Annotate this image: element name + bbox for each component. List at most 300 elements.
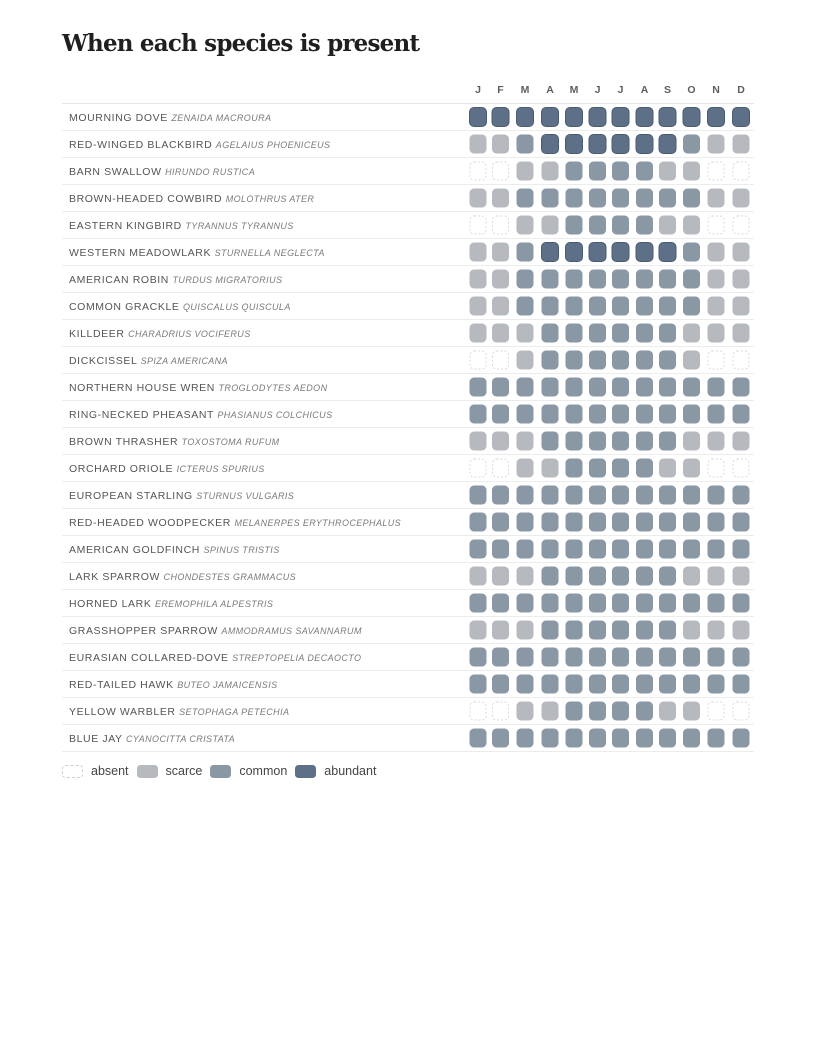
- heatmap-cell-abundant: [470, 108, 487, 127]
- species-common-name: LARK SPARROW: [69, 571, 164, 583]
- heatmap-cell-common: [492, 540, 509, 559]
- heatmap-cell-common: [517, 675, 534, 694]
- heatmap-cell-common: [589, 594, 606, 613]
- heatmap-cell-common: [589, 486, 606, 505]
- heatmap-cell-abundant: [683, 108, 700, 127]
- heatmap-cell-common: [566, 540, 583, 559]
- species-common-name: BROWN-HEADED COWBIRD: [69, 193, 226, 205]
- heatmap-cell-common: [636, 702, 653, 721]
- heatmap-cell-abundant: [566, 108, 583, 127]
- species-common-name: NORTHERN HOUSE WREN: [69, 382, 219, 394]
- heatmap-cell-common: [659, 378, 676, 397]
- heatmap-cell-common: [492, 648, 509, 667]
- heatmap-cell-scarce: [708, 567, 725, 586]
- heatmap-cell-abundant: [636, 135, 653, 154]
- legend-label-common: common: [239, 764, 288, 778]
- heatmap-cell-common: [542, 675, 559, 694]
- heatmap-cell-absent: [493, 702, 509, 720]
- species-latin-name: SETOPHAGA PETECHIA: [179, 707, 290, 717]
- species-latin-name: CYANOCITTA CRISTATA: [125, 734, 236, 744]
- species-latin-name: CHONDESTES GRAMMACUS: [163, 572, 297, 582]
- heatmap-cell-common: [708, 540, 725, 559]
- heatmap-cell-common: [566, 702, 583, 721]
- heatmap-cell-common: [517, 540, 534, 559]
- heatmap-cell-common: [566, 405, 583, 424]
- heatmap-cell-common: [566, 513, 583, 532]
- heatmap-cell-abundant: [566, 135, 583, 154]
- heatmap-cell-common: [542, 297, 559, 316]
- heatmap-cell-common: [683, 675, 700, 694]
- heatmap-cell-common: [708, 675, 725, 694]
- heatmap-cell-common: [542, 540, 559, 559]
- heatmap-cell-common: [542, 621, 559, 640]
- heatmap-cell-common: [612, 189, 629, 208]
- species-latin-name: SPINUS TRISTIS: [203, 545, 280, 555]
- heatmap-cell-scarce: [708, 297, 725, 316]
- heatmap-cell-common: [566, 432, 583, 451]
- heatmap-cell-common: [636, 648, 653, 667]
- heatmap-cell-common: [636, 351, 653, 370]
- heatmap-cell-scarce: [683, 432, 700, 451]
- heatmap-cell-common: [542, 324, 559, 343]
- heatmap-cell-abundant: [612, 108, 629, 127]
- heatmap-cell-common: [612, 432, 629, 451]
- species-common-name: BLUE JAY: [69, 733, 126, 745]
- heatmap-cell-common: [589, 378, 606, 397]
- heatmap-cell-common: [733, 486, 750, 505]
- heatmap-cell-absent: [470, 459, 486, 477]
- species-latin-name: TOXOSTOMA RUFUM: [181, 437, 280, 447]
- species-common-name: AMERICAN GOLDFINCH: [69, 544, 204, 556]
- species-label: [69, 706, 289, 718]
- heatmap-cell-scarce: [517, 162, 534, 181]
- heatmap-cell-common: [566, 324, 583, 343]
- heatmap-cell-scarce: [517, 702, 534, 721]
- heatmap-cell-common: [566, 459, 583, 478]
- species-latin-name: TURDUS MIGRATORIUS: [172, 275, 283, 285]
- heatmap-cell-common: [470, 513, 487, 532]
- month-label: A: [546, 84, 554, 96]
- heatmap-cell-common: [589, 675, 606, 694]
- heatmap-cell-absent: [493, 459, 509, 477]
- heatmap-cell-scarce: [492, 135, 509, 154]
- heatmap-cell-absent: [733, 351, 749, 369]
- heatmap-cell-common: [636, 270, 653, 289]
- heatmap-cell-scarce: [683, 567, 700, 586]
- heatmap-cell-common: [659, 405, 676, 424]
- heatmap-cell-absent: [708, 351, 724, 369]
- heatmap-cell-common: [589, 405, 606, 424]
- heatmap-cell-common: [683, 135, 700, 154]
- heatmap-cell-common: [492, 486, 509, 505]
- heatmap-cell-common: [517, 594, 534, 613]
- heatmap-cell-scarce: [492, 297, 509, 316]
- heatmap-cell-common: [589, 540, 606, 559]
- species-latin-name: MOLOTHRUS ATER: [225, 194, 315, 204]
- heatmap-cell-common: [589, 324, 606, 343]
- heatmap-cell-absent: [733, 702, 749, 720]
- heatmap-cell-common: [683, 243, 700, 262]
- heatmap-cell-common: [733, 378, 750, 397]
- heatmap-cell-common: [708, 405, 725, 424]
- heatmap-cell-scarce: [492, 567, 509, 586]
- species-label: [69, 733, 235, 745]
- heatmap-cell-common: [708, 648, 725, 667]
- heatmap-cell-common: [659, 567, 676, 586]
- heatmap-cell-scarce: [492, 189, 509, 208]
- species-label: [69, 490, 294, 502]
- heatmap-cell-scarce: [708, 270, 725, 289]
- heatmap-cell-common: [589, 567, 606, 586]
- species-label: [69, 328, 251, 340]
- heatmap-cell-scarce: [733, 189, 750, 208]
- heatmap-cell-common: [589, 189, 606, 208]
- heatmap-cell-common: [542, 351, 559, 370]
- heatmap-cell-scarce: [517, 567, 534, 586]
- heatmap-cell-common: [636, 675, 653, 694]
- species-label: [69, 679, 278, 691]
- heatmap-cell-common: [589, 513, 606, 532]
- species-label: [69, 193, 314, 205]
- heatmap-cell-scarce: [470, 135, 487, 154]
- heatmap-cell-common: [470, 540, 487, 559]
- heatmap-cell-common: [517, 135, 534, 154]
- heatmap-cell-common: [542, 567, 559, 586]
- heatmap-cell-common: [733, 540, 750, 559]
- heatmap-cell-absent: [493, 216, 509, 234]
- heatmap-cell-common: [636, 567, 653, 586]
- heatmap-cell-abundant: [542, 243, 559, 262]
- legend-swatch-common: [210, 765, 231, 778]
- species-common-name: YELLOW WARBLER: [69, 706, 180, 718]
- heatmap-cell-scarce: [470, 432, 487, 451]
- heatmap-cell-common: [733, 405, 750, 424]
- heatmap-cell-abundant: [659, 243, 676, 262]
- heatmap-cell-abundant: [636, 243, 653, 262]
- heatmap-cell-common: [683, 189, 700, 208]
- heatmap-cell-scarce: [708, 621, 725, 640]
- heatmap-cell-abundant: [659, 108, 676, 127]
- species-common-name: RED-TAILED HAWK: [69, 679, 178, 691]
- heatmap-cell-common: [659, 675, 676, 694]
- month-label: F: [497, 84, 504, 96]
- heatmap-cell-common: [470, 729, 487, 748]
- heatmap-cell-absent: [708, 216, 724, 234]
- species-latin-name: BUTEO JAMAICENSIS: [177, 680, 278, 690]
- species-label: [69, 220, 294, 232]
- heatmap-cell-abundant: [708, 108, 725, 127]
- heatmap-cell-common: [492, 594, 509, 613]
- month-label: J: [594, 84, 601, 96]
- heatmap-cell-scarce: [659, 459, 676, 478]
- species-common-name: AMERICAN ROBIN: [69, 274, 173, 286]
- heatmap-cell-scarce: [733, 621, 750, 640]
- heatmap-cell-common: [492, 405, 509, 424]
- species-common-name: RING-NECKED PHEASANT: [69, 409, 218, 421]
- heatmap-cell-common: [636, 324, 653, 343]
- heatmap-cell-abundant: [589, 108, 606, 127]
- heatmap-cell-scarce: [517, 459, 534, 478]
- month-label: D: [737, 84, 745, 96]
- heatmap-cell-common: [566, 297, 583, 316]
- species-common-name: HORNED LARK: [69, 598, 155, 610]
- heatmap-cell-common: [683, 270, 700, 289]
- heatmap-cell-common: [517, 405, 534, 424]
- species-common-name: EUROPEAN STARLING: [69, 490, 197, 502]
- species-common-name: KILLDEER: [69, 328, 129, 340]
- heatmap-cell-common: [636, 729, 653, 748]
- legend-item-absent: [62, 764, 129, 778]
- month-label: S: [663, 84, 672, 96]
- heatmap-cell-absent: [708, 459, 724, 477]
- heatmap-cell-common: [612, 216, 629, 235]
- heatmap-cell-common: [517, 378, 534, 397]
- month-label: J: [617, 84, 624, 96]
- heatmap-cell-scarce: [733, 324, 750, 343]
- heatmap-cell-common: [566, 621, 583, 640]
- heatmap-cell-common: [542, 648, 559, 667]
- heatmap-cell-absent: [733, 162, 749, 180]
- heatmap-cell-common: [612, 513, 629, 532]
- heatmap-cell-scarce: [708, 189, 725, 208]
- heatmap-cell-scarce: [470, 621, 487, 640]
- heatmap-cell-common: [542, 729, 559, 748]
- heatmap-cell-common: [517, 486, 534, 505]
- heatmap-cell-common: [636, 189, 653, 208]
- heatmap-cell-common: [542, 189, 559, 208]
- species-latin-name: AGELAIUS PHOENICEUS: [215, 140, 331, 150]
- species-common-name: EASTERN KINGBIRD: [69, 220, 186, 232]
- heatmap-cell-common: [517, 189, 534, 208]
- heatmap-cell-scarce: [542, 162, 559, 181]
- heatmap-cell-common: [636, 513, 653, 532]
- heatmap-cell-common: [566, 675, 583, 694]
- heatmap-cell-abundant: [612, 243, 629, 262]
- heatmap-cell-scarce: [683, 702, 700, 721]
- heatmap-cell-scarce: [733, 270, 750, 289]
- heatmap-cell-common: [636, 459, 653, 478]
- species-latin-name: TYRANNUS TYRANNUS: [185, 221, 294, 231]
- legend-swatch-scarce: [137, 765, 158, 778]
- heatmap-cell-scarce: [470, 189, 487, 208]
- heatmap-cell-common: [636, 594, 653, 613]
- heatmap-cell-common: [659, 729, 676, 748]
- heatmap-cell-common: [612, 702, 629, 721]
- heatmap-cell-common: [542, 513, 559, 532]
- species-common-name: GRASSHOPPER SPARROW: [69, 625, 222, 637]
- heatmap-cell-common: [708, 513, 725, 532]
- heatmap-cell-common: [612, 675, 629, 694]
- legend: [62, 763, 384, 779]
- heatmap-cell-common: [470, 648, 487, 667]
- heatmap-cell-common: [589, 459, 606, 478]
- heatmap-cell-common: [589, 297, 606, 316]
- heatmap-cell-absent: [470, 702, 486, 720]
- heatmap-cell-abundant: [733, 108, 750, 127]
- species-latin-name: PHASIANUS COLCHICUS: [217, 410, 333, 420]
- species-label: [69, 409, 332, 421]
- species-label: [69, 517, 401, 529]
- species-label: [69, 382, 328, 394]
- heatmap-cell-common: [589, 270, 606, 289]
- month-label: O: [687, 84, 696, 96]
- species-latin-name: SPIZA AMERICANA: [140, 356, 228, 366]
- heatmap-cell-common: [612, 324, 629, 343]
- heatmap-cell-scarce: [733, 432, 750, 451]
- heatmap-cell-common: [517, 270, 534, 289]
- heatmap-cell-common: [708, 486, 725, 505]
- heatmap-cell-scarce: [470, 243, 487, 262]
- heatmap-cell-scarce: [517, 621, 534, 640]
- species-label: [69, 112, 271, 124]
- species-latin-name: AMMODRAMUS SAVANNARUM: [221, 626, 362, 636]
- heatmap-cell-scarce: [542, 702, 559, 721]
- heatmap-cell-common: [492, 513, 509, 532]
- heatmap-cell-common: [566, 729, 583, 748]
- heatmap-cell-common: [566, 567, 583, 586]
- month-label: A: [640, 84, 649, 96]
- heatmap-cell-common: [683, 297, 700, 316]
- heatmap-cell-common: [612, 351, 629, 370]
- heatmap-cell-absent: [493, 351, 509, 369]
- heatmap-cell-common: [659, 486, 676, 505]
- heatmap-cell-common: [542, 378, 559, 397]
- heatmap-cell-scarce: [517, 216, 534, 235]
- heatmap-cell-common: [612, 486, 629, 505]
- heatmap-cell-scarce: [708, 324, 725, 343]
- heatmap-cell-scarce: [733, 135, 750, 154]
- heatmap-cell-common: [566, 378, 583, 397]
- species-label: [69, 544, 280, 556]
- heatmap-cell-common: [683, 513, 700, 532]
- heatmap-cell-abundant: [517, 108, 534, 127]
- heatmap-cell-common: [708, 594, 725, 613]
- heatmap-cell-common: [492, 378, 509, 397]
- heatmap-cell-common: [733, 513, 750, 532]
- legend-label-absent: absent: [91, 764, 129, 778]
- heatmap-cell-scarce: [492, 270, 509, 289]
- heatmap-cell-common: [683, 486, 700, 505]
- heatmap-cell-scarce: [470, 270, 487, 289]
- species-latin-name: STURNELLA NEGLECTA: [214, 248, 325, 258]
- heatmap-cell-common: [636, 405, 653, 424]
- heatmap-cell-common: [636, 486, 653, 505]
- heatmap-cell-common: [612, 270, 629, 289]
- heatmap-cell-absent: [708, 702, 724, 720]
- heatmap-cell-scarce: [517, 432, 534, 451]
- heatmap-cell-common: [733, 729, 750, 748]
- heatmap-cell-scarce: [733, 243, 750, 262]
- heatmap-cell-common: [566, 594, 583, 613]
- species-label: [69, 436, 280, 448]
- heatmap-cell-scarce: [659, 216, 676, 235]
- heatmap-cell-common: [659, 432, 676, 451]
- heatmap-cell-scarce: [683, 216, 700, 235]
- heatmap-cell-common: [683, 594, 700, 613]
- species-common-name: WESTERN MEADOWLARK: [69, 247, 215, 259]
- month-label: M: [520, 84, 530, 96]
- heatmap-cell-common: [636, 621, 653, 640]
- species-common-name: ORCHARD ORIOLE: [69, 463, 177, 475]
- heatmap-cell-common: [733, 594, 750, 613]
- legend-label-abundant: abundant: [324, 764, 377, 778]
- species-label: [69, 166, 255, 178]
- heatmap-cell-absent: [733, 459, 749, 477]
- month-label: N: [712, 84, 720, 96]
- heatmap-cell-common: [659, 324, 676, 343]
- heatmap-cell-common: [659, 297, 676, 316]
- heatmap-cell-common: [589, 351, 606, 370]
- species-label: [69, 301, 291, 313]
- species-latin-name: EREMOPHILA ALPESTRIS: [154, 599, 274, 609]
- heatmap-cell-common: [542, 405, 559, 424]
- heatmap-cell-common: [636, 297, 653, 316]
- heatmap-cell-common: [659, 594, 676, 613]
- heatmap-cell-common: [470, 594, 487, 613]
- heatmap-cell-common: [659, 648, 676, 667]
- heatmap-cell-absent: [470, 351, 486, 369]
- heatmap-cell-common: [542, 486, 559, 505]
- heatmap-cell-common: [566, 486, 583, 505]
- heatmap-cell-common: [612, 621, 629, 640]
- heatmap-cell-common: [517, 729, 534, 748]
- heatmap-cell-common: [733, 648, 750, 667]
- species-common-name: MOURNING DOVE: [69, 112, 172, 124]
- heatmap-cell-common: [683, 540, 700, 559]
- species-latin-name: MELANERPES ERYTHROCEPHALUS: [234, 518, 402, 528]
- heatmap-cell-common: [612, 297, 629, 316]
- heatmap-cell-absent: [733, 216, 749, 234]
- species-latin-name: STURNUS VULGARIS: [196, 491, 295, 501]
- heatmap-cell-common: [470, 378, 487, 397]
- heatmap-cell-scarce: [683, 162, 700, 181]
- heatmap-cell-common: [612, 540, 629, 559]
- species-label: [69, 463, 265, 475]
- heatmap-cell-common: [683, 378, 700, 397]
- legend-item-scarce: [137, 764, 203, 778]
- heatmap-cell-common: [659, 189, 676, 208]
- species-label: [69, 247, 325, 259]
- species-label: [69, 571, 296, 583]
- heatmap-cell-common: [708, 378, 725, 397]
- heatmap-cell-common: [683, 405, 700, 424]
- species-common-name: BROWN THRASHER: [69, 436, 182, 448]
- heatmap-cell-common: [589, 216, 606, 235]
- heatmap-cell-common: [566, 189, 583, 208]
- heatmap-cell-common: [589, 162, 606, 181]
- heatmap-cell-abundant: [542, 135, 559, 154]
- heatmap-cell-scarce: [470, 297, 487, 316]
- heatmap-cell-scarce: [683, 459, 700, 478]
- heatmap-cell-common: [612, 405, 629, 424]
- heatmap-cell-common: [470, 405, 487, 424]
- heatmap-cell-scarce: [683, 351, 700, 370]
- species-label: [69, 355, 228, 367]
- heatmap-cell-scarce: [708, 243, 725, 262]
- species-label: [69, 625, 362, 637]
- heatmap-cell-scarce: [470, 324, 487, 343]
- heatmap-cell-common: [542, 594, 559, 613]
- heatmap-cell-common: [542, 270, 559, 289]
- heatmap-cell-scarce: [542, 459, 559, 478]
- month-label: M: [569, 84, 579, 96]
- heatmap-cell-common: [612, 162, 629, 181]
- species-label: [69, 652, 361, 664]
- species-common-name: RED-HEADED WOODPECKER: [69, 517, 235, 529]
- legend-item-common: [210, 764, 287, 778]
- heatmap-cell-common: [566, 351, 583, 370]
- heatmap-cell-common: [659, 270, 676, 289]
